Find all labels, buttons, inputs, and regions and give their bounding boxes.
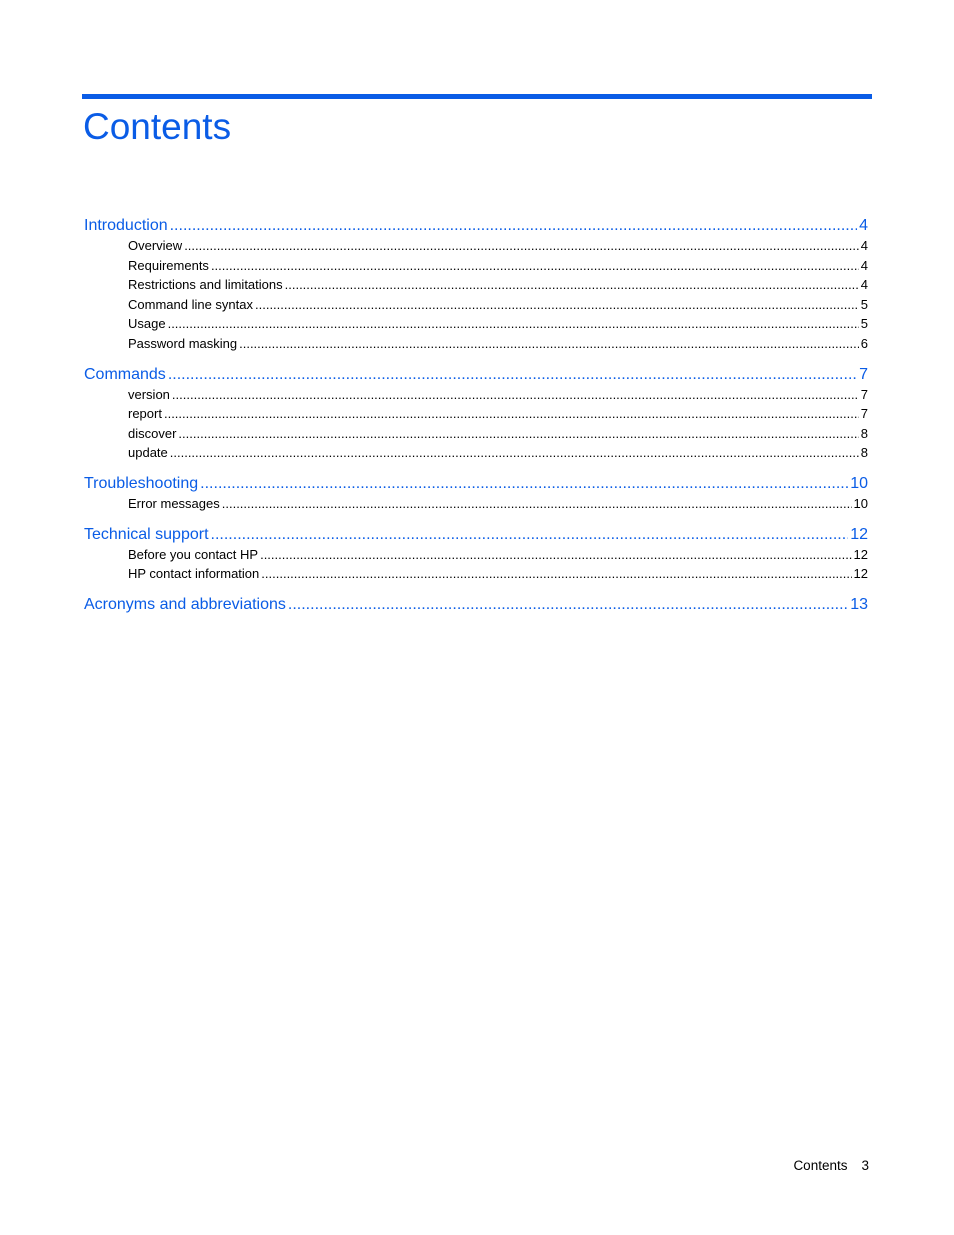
dot-leader: [239, 334, 859, 354]
toc-subentry-page: 10: [853, 495, 868, 511]
toc-entry-troubleshooting[interactable]: [84, 473, 868, 494]
toc-subentry-label: Overview: [128, 238, 183, 253]
dot-leader: [178, 424, 858, 444]
dot-leader: [170, 443, 859, 463]
page-footer: [793, 1158, 869, 1173]
toc-subentry-page: 5: [860, 316, 868, 332]
footer-page-number: 3: [861, 1158, 869, 1173]
toc-entry-page: 4: [859, 217, 868, 234]
toc-entry-page: 10: [850, 474, 868, 492]
toc-entry-page: 7: [859, 365, 868, 383]
toc-subentry-page: 12: [853, 546, 868, 562]
toc-subentry-discover[interactable]: [84, 424, 868, 444]
toc-subentry-label: Before you contact HP: [128, 546, 259, 562]
toc-entry-page: 12: [850, 525, 868, 543]
toc-entry-label: Troubleshooting: [84, 474, 199, 492]
toc-subentry-label: report: [128, 406, 162, 422]
toc-subentry-version[interactable]: [84, 385, 868, 405]
toc-subentry-label: HP contact information: [128, 566, 260, 582]
toc-entry-commands[interactable]: [84, 364, 868, 385]
dot-leader: [168, 314, 859, 334]
toc-subentry-label: version: [128, 386, 170, 402]
dot-leader: [288, 594, 848, 615]
footer-section-title: Contents: [793, 1158, 848, 1173]
toc-subentry-label: Command line syntax: [128, 296, 253, 312]
toc-subentry-label: Password masking: [128, 335, 238, 351]
toc-entry-acronyms-and-abbreviations[interactable]: [84, 594, 868, 615]
dot-leader: [200, 473, 848, 494]
dot-leader: [222, 494, 852, 514]
toc-subentry-command-line-syntax[interactable]: [84, 295, 868, 315]
toc-subentry-update[interactable]: [84, 443, 868, 463]
dot-leader: [172, 385, 859, 405]
toc-subentry-label: update: [128, 445, 168, 461]
toc-subentry-restrictions-and-limitations[interactable]: [84, 275, 868, 295]
toc-subentry-label: Usage: [128, 316, 166, 332]
dot-leader: [285, 275, 859, 295]
toc-subentry-page: 5: [860, 296, 868, 312]
toc-subentry-label: Restrictions and limitations: [128, 277, 283, 293]
dot-leader: [164, 404, 859, 424]
toc-subentry-label: Error messages: [128, 495, 220, 511]
toc-subentry-usage[interactable]: [84, 314, 868, 334]
dot-leader: [184, 236, 859, 256]
toc-subentry-page: 4: [860, 238, 868, 253]
toc-subentry-requirements[interactable]: [84, 256, 868, 276]
toc-entry-page: 13: [850, 595, 868, 613]
title-rule: [82, 94, 872, 99]
toc-subentry-page: 6: [860, 335, 868, 351]
dot-leader: [211, 524, 849, 545]
toc-entry-label: Commands: [84, 365, 166, 383]
toc-entry-label: Technical support: [84, 525, 209, 543]
toc-subentry-overview[interactable]: [84, 236, 868, 256]
toc-subentry-page: 4: [860, 257, 868, 273]
toc-entry-technical-support[interactable]: [84, 524, 868, 545]
toc-subentry-page: 7: [860, 386, 868, 402]
toc-subentry-page: 7: [860, 406, 868, 422]
toc-entry-label: Acronyms and abbreviations: [84, 595, 286, 613]
dot-leader: [261, 564, 851, 584]
toc-subentry-password-masking[interactable]: [84, 334, 868, 354]
dot-leader: [211, 256, 859, 276]
page-title: Contents: [83, 106, 232, 147]
dot-leader: [255, 295, 859, 315]
toc-subentry-page: 8: [860, 445, 868, 461]
toc-subentry-label: Requirements: [128, 257, 209, 273]
toc-subentry-report[interactable]: [84, 404, 868, 424]
toc-entry-introduction[interactable]: [84, 215, 868, 236]
table-of-contents: [84, 213, 868, 615]
toc-subentry-hp-contact-information[interactable]: [84, 564, 868, 584]
toc-subentry-error-messages[interactable]: [84, 494, 868, 514]
toc-subentry-before-you-contact-hp[interactable]: [84, 545, 868, 565]
dot-leader: [170, 215, 857, 236]
dot-leader: [168, 364, 857, 385]
toc-subentry-page: 4: [860, 277, 868, 293]
toc-subentry-page: 12: [853, 566, 868, 582]
toc-entry-label: Introduction: [84, 217, 168, 234]
toc-subentry-page: 8: [860, 425, 868, 441]
toc-subentry-label: discover: [128, 425, 177, 441]
dot-leader: [260, 545, 851, 565]
